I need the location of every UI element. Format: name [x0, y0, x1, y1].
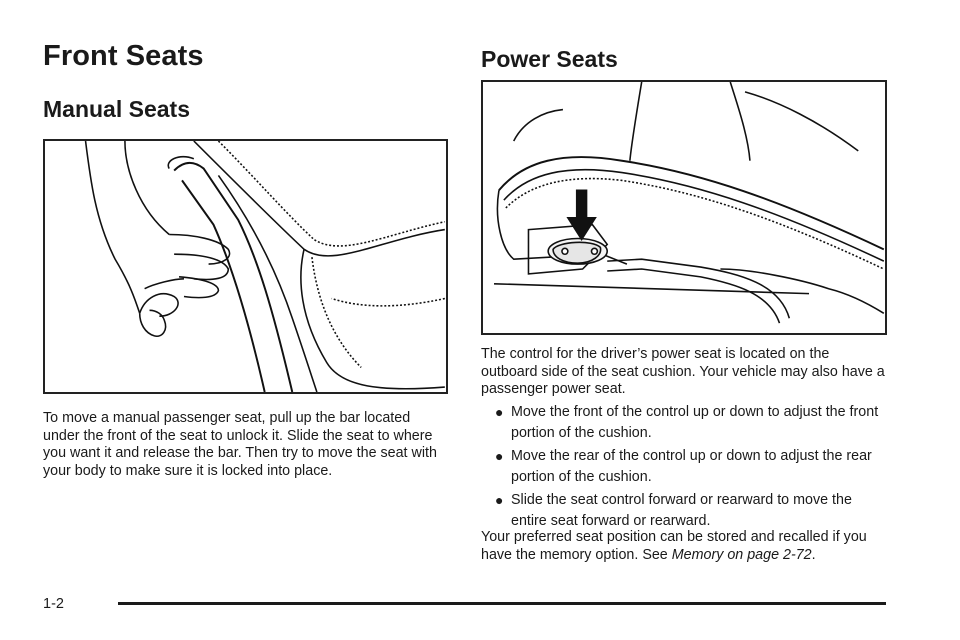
page-title: Front Seats — [43, 40, 204, 72]
bullet-text: Move the front of the control up or down to adjust the front portion of the cushion. — [511, 404, 879, 441]
list-item — [495, 490, 887, 532]
bullet-icon: ● — [495, 404, 504, 420]
bullet-text: Move the rear of the control up or down to adjust the rear portion of the cushion. — [511, 448, 872, 485]
memory-text: Your preferred seat position can be stored and recalled if you have the memory option. See — [481, 529, 867, 563]
manual-seats-heading: Manual Seats — [43, 96, 190, 122]
manual-seat-illustration — [43, 139, 448, 394]
list-item — [495, 402, 887, 444]
footer-divider — [118, 602, 886, 605]
list-item — [495, 446, 887, 488]
power-seat-illustration — [481, 80, 887, 335]
page-number: 1-2 — [43, 596, 64, 612]
memory-paragraph — [481, 529, 887, 564]
memory-end: . — [811, 546, 816, 563]
bullet-icon: ● — [495, 492, 504, 508]
manual-seats-text: To move a manual passenger seat, pull up the bar located under the front of the seat to unlock it. Slide the seat to where you want it and release the bar. Then try to move the seat with your body to make sure it is locked into place. — [43, 410, 437, 479]
memory-page-link[interactable]: Memory on page 2-72 — [671, 546, 812, 563]
bullet-icon: ● — [495, 448, 504, 464]
power-seat-bullets — [495, 402, 887, 534]
power-seats-intro: The control for the driver’s power seat is located on the outboard side of the seat cushion. Your vehicle may also have a passenger power seat. — [481, 346, 885, 397]
power-seats-heading: Power Seats — [481, 46, 618, 72]
bullet-text: Slide the seat control forward or rearward to move the entire seat forward or rearward. — [511, 492, 852, 529]
